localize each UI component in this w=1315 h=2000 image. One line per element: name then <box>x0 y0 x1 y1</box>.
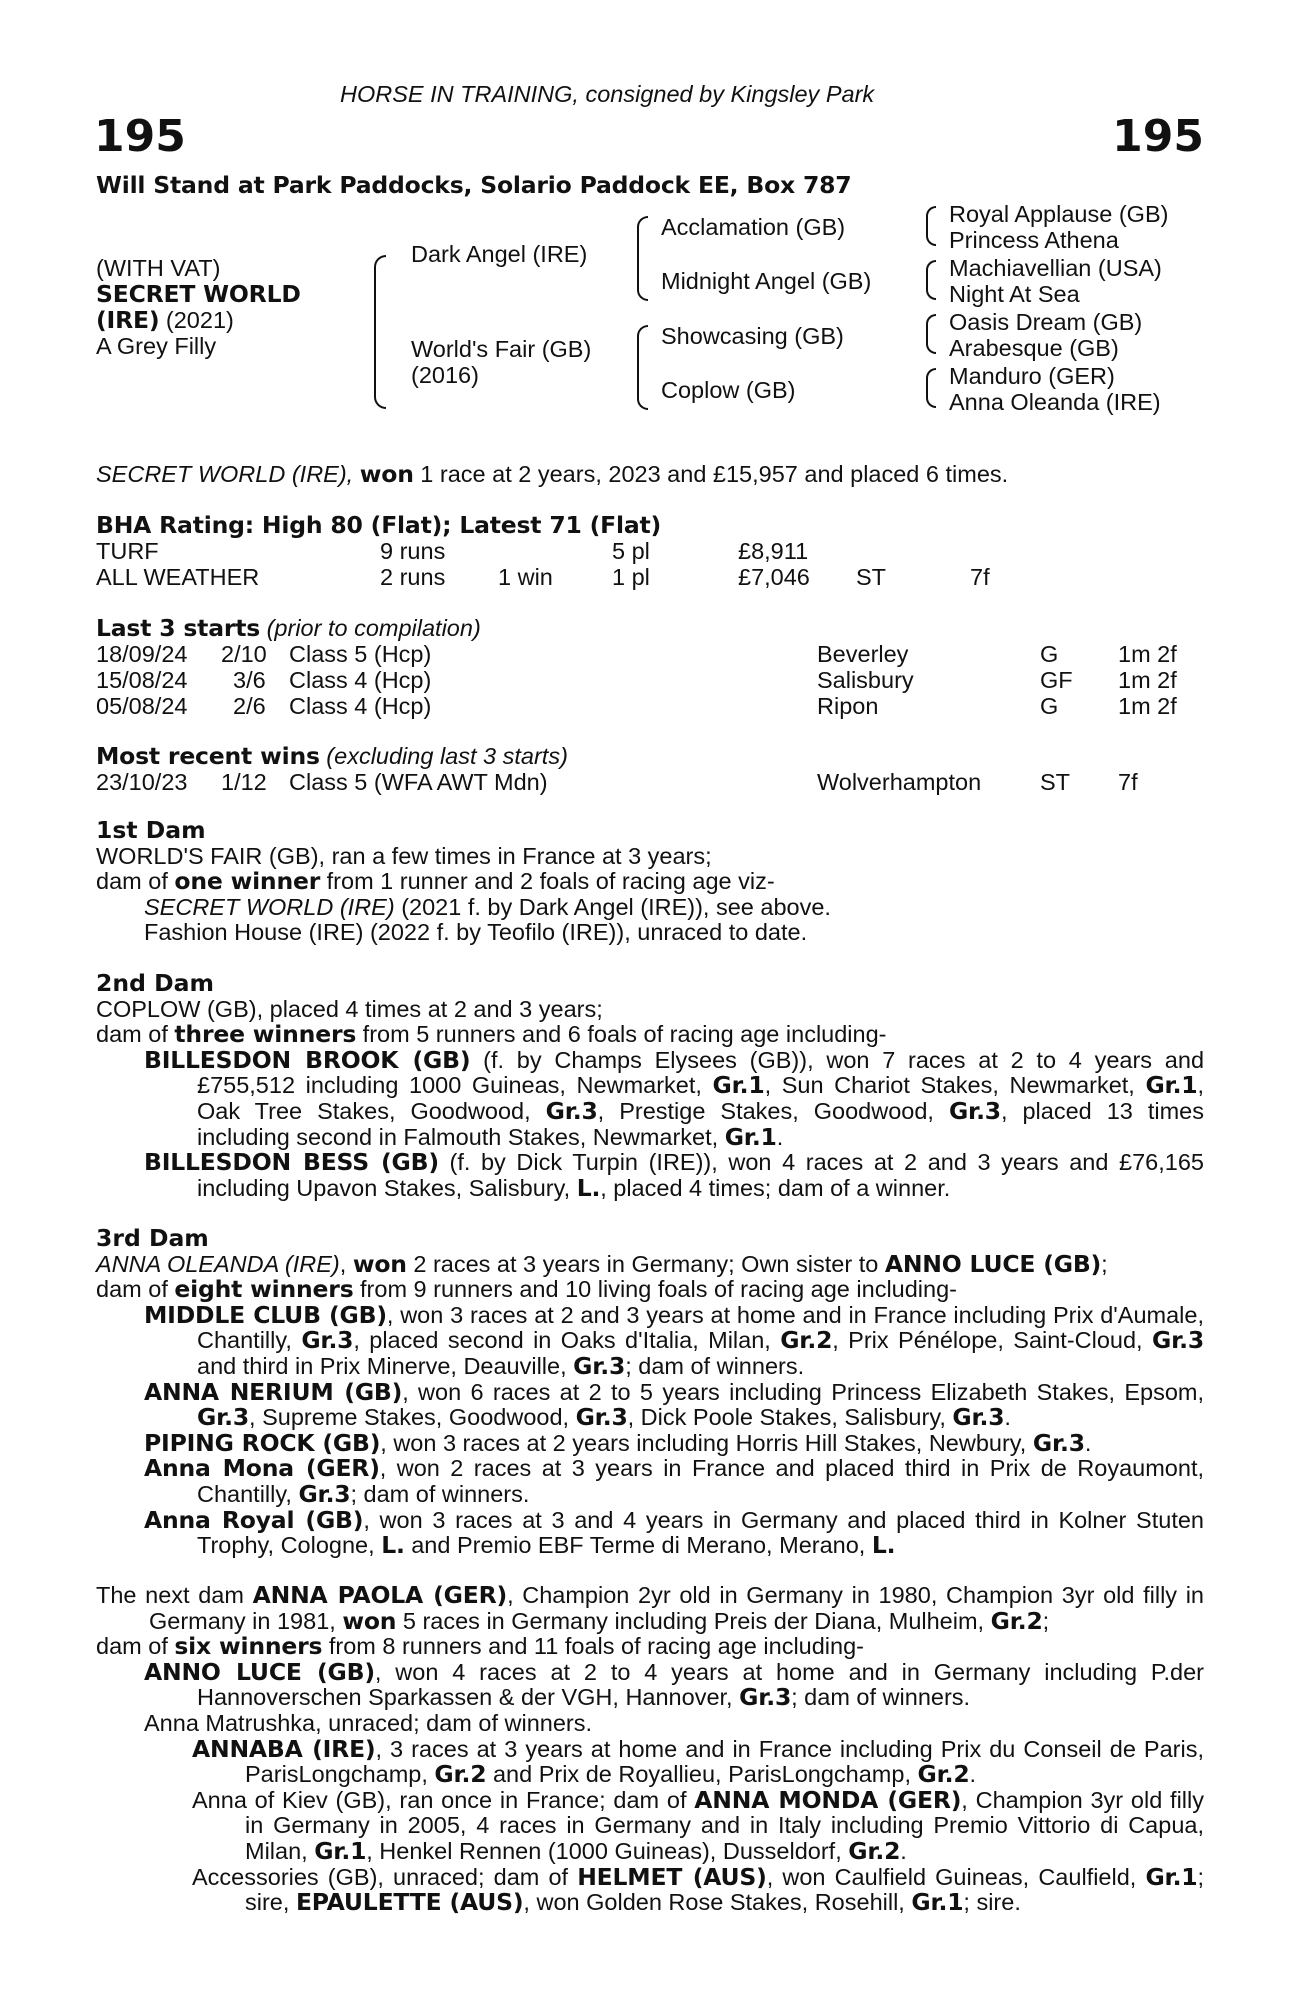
won-label: won <box>342 1606 397 1635</box>
text: , won Caulfield Guineas, Caulfield, <box>766 1863 1146 1890</box>
grade: Gr.3 <box>952 1403 1005 1432</box>
grade: Gr.2 <box>917 1760 970 1789</box>
text: from 5 runners and 6 foals of racing age including- <box>356 1021 887 1048</box>
win-position: 1/12 <box>221 769 267 795</box>
text: . <box>900 1837 907 1864</box>
grade: Gr.2 <box>780 1326 833 1355</box>
summary-horse-name: SECRET WORLD (IRE), <box>96 461 354 487</box>
winner-count: six winners <box>174 1632 323 1661</box>
text: ; dam of winners. <box>625 1352 805 1379</box>
sister-name: ANNO LUCE (GB) <box>884 1249 1102 1278</box>
produce-entry: Anna Matrushka, unraced; dam of winners. <box>144 1709 593 1736</box>
produce-entry <box>96 1505 1204 1560</box>
text: ; dam of winners. <box>791 1684 971 1711</box>
start-date: 05/08/24 <box>96 693 188 719</box>
text: from 8 runners and 11 foals of racing age including- <box>322 1633 864 1660</box>
second-dam-produce-line <box>96 1022 1204 1048</box>
grade: Gr.3 <box>545 1096 598 1125</box>
pedigree-dsd: Arabesque (GB) <box>949 335 1119 361</box>
start-course: Ripon <box>817 693 879 719</box>
text: ; <box>1101 1250 1108 1277</box>
horse-year: (2021) <box>159 307 234 333</box>
text: , Henkel Rennen (1000 Guineas), Dusseldorf, <box>366 1837 849 1864</box>
horse-description: A Grey Filly <box>96 333 217 359</box>
text: , won 4 races at 2 to 4 years at home and in Germany including P.der Hannoverschen Sparkassen & der VGH, Hannover, <box>197 1658 1204 1711</box>
race-summary <box>96 462 1008 488</box>
produce-name: Anna Mona (GER) <box>144 1454 380 1483</box>
next-dam-produce-line <box>96 1634 1204 1660</box>
text: , won 2 races at 3 years in France and placed third in Prix de Royaumont, Chantilly, <box>197 1455 1204 1507</box>
summary-text: 1 race at 2 years, 2023 and £15,957 and placed 6 times. <box>413 461 1009 487</box>
start-distance: 1m 2f <box>1118 667 1177 693</box>
bha-distance: 7f <box>970 564 990 590</box>
grade: Gr.2 <box>434 1760 487 1789</box>
produce-name: ANNA NERIUM (GB) <box>144 1377 403 1406</box>
third-dam-section <box>96 1226 1204 1559</box>
text: (2021 f. by Dark Angel (IRE)), see above. <box>394 893 831 920</box>
text: , placed 4 times; dam of a winner. <box>600 1174 951 1201</box>
grade: Gr.1 <box>724 1122 777 1151</box>
produce-name: MIDDLE CLUB (GB) <box>144 1300 387 1329</box>
text: , <box>339 1250 353 1277</box>
text: from 1 runner and 2 foals of racing age viz- <box>320 868 775 895</box>
text: . <box>1004 1404 1011 1431</box>
produce-name: ANNA MONDA (GER) <box>694 1785 962 1814</box>
pedigree-ssd: Princess Athena <box>949 227 1119 253</box>
text: . <box>1084 1429 1092 1456</box>
first-dam-section <box>96 818 1204 946</box>
text: , Prix Pénélope, Saint-Cloud, <box>832 1327 1152 1354</box>
grade: Gr.3 <box>1032 1428 1085 1457</box>
start-distance: 1m 2f <box>1118 693 1177 719</box>
text: , won 3 races at 3 and 4 years in Germany and placed third in Kolner Stuten Trophy, Cologne, <box>197 1506 1204 1559</box>
stabling-line: Will Stand at Park Paddocks, Solario Paddock EE, Box 787 <box>96 171 852 199</box>
first-dam-line: WORLD'S FAIR (GB), ran a few times in France at 3 years; <box>96 842 712 869</box>
start-date: 15/08/24 <box>96 667 188 693</box>
produce-entry <box>96 1428 1204 1457</box>
text: Anna of Kiev (GB), ran once in France; dam of <box>192 1786 695 1813</box>
start-going: G <box>1040 693 1059 719</box>
text: dam of <box>96 1021 175 1048</box>
start-course: Beverley <box>817 641 909 667</box>
start-distance: 1m 2f <box>1118 641 1177 667</box>
produce-name: ANNO LUCE (GB) <box>144 1657 375 1686</box>
start-class: Class 5 (Hcp) <box>289 641 432 667</box>
win-course: Wolverhampton <box>817 769 982 795</box>
text: ; sire, <box>245 1863 1204 1916</box>
second-dam-line: COPLOW (GB), placed 4 times at 2 and 3 years; <box>96 995 603 1022</box>
bha-rating-title: BHA Rating: High 80 (Flat); Latest 71 (Flat) <box>96 511 662 539</box>
produce-name: ANNABA (IRE) <box>192 1734 376 1763</box>
grade: Gr.1 <box>1145 1071 1198 1100</box>
grade: Gr.2 <box>990 1606 1043 1635</box>
recent-wins-title <box>96 744 568 770</box>
produce-entry: Fashion House (IRE) (2022 f. by Teofilo (IRE)), unraced to date. <box>144 919 808 946</box>
bha-surface: ALL WEATHER <box>96 564 260 590</box>
bha-placed: 5 pl <box>612 538 650 564</box>
start-class: Class 4 (Hcp) <box>289 693 432 719</box>
text: dam of <box>96 1276 175 1303</box>
grade: Gr.1 <box>314 1836 367 1865</box>
text: , Oak Tree Stakes, Goodwood, <box>197 1072 1204 1124</box>
consignment-line: HORSE IN TRAINING, consigned by Kingsley Park <box>340 81 875 107</box>
grade: Gr.1 <box>712 1071 765 1100</box>
text: (f. by Dick Turpin (IRE)), won 4 races at 2 and 3 years and £76,165 including Upavon Stakes, Salisbury, <box>197 1149 1204 1201</box>
produce-name: BILLESDON BESS (GB) <box>144 1148 439 1177</box>
bha-wins: 1 win <box>498 564 553 590</box>
win-class: Class 5 (WFA AWT Mdn) <box>289 769 548 795</box>
text: and Premio EBF Terme di Merano, Merano, <box>404 1532 872 1559</box>
grade: Gr.1 <box>1145 1862 1198 1891</box>
start-class: Class 4 (Hcp) <box>289 667 432 693</box>
first-dam-produce-line <box>96 869 1204 895</box>
pedigree-ddd: Anna Oleanda (IRE) <box>949 389 1161 415</box>
text: Accessories (GB), unraced; dam of <box>192 1863 578 1890</box>
pedigree-sd: Midnight Angel (GB) <box>661 268 872 294</box>
bha-runs: 9 runs <box>380 538 446 564</box>
pedigree-sss: Royal Applause (GB) <box>949 201 1169 227</box>
text: , placed 13 times including second in Falmouth Stakes, Newmarket, <box>197 1097 1204 1150</box>
start-going: G <box>1040 641 1059 667</box>
grade: Gr.1 <box>911 1888 964 1917</box>
last-starts-title <box>96 616 481 642</box>
produce-name: HELMET (AUS) <box>577 1862 767 1891</box>
produce-entry <box>96 1785 1204 1865</box>
horse-name: SECRET WORLD <box>96 280 301 308</box>
pedigree-dds: Manduro (GER) <box>949 363 1115 389</box>
grade: Gr.3 <box>948 1096 1001 1125</box>
produce-entry <box>96 1657 1204 1712</box>
pedigree-sds: Machiavellian (USA) <box>949 255 1162 281</box>
text: , Dick Poole Stakes, Salisbury, <box>627 1404 953 1431</box>
start-position: 3/6 <box>233 667 266 693</box>
produce-name: EPAULETTE (AUS) <box>295 1888 524 1917</box>
pedigree-ss: Acclamation (GB) <box>661 214 846 240</box>
text: , won 3 races at 2 years including Horris Hill Stakes, Newbury, <box>380 1429 1033 1456</box>
grade: L. <box>871 1531 896 1560</box>
winner-count: eight winners <box>174 1275 354 1304</box>
text: 2 races at 3 years in Germany; Own sister to <box>406 1250 885 1277</box>
recent-wins-note: (excluding last 3 starts) <box>319 743 568 769</box>
grade: Gr.3 <box>197 1403 250 1432</box>
second-dam-title: 2nd Dam <box>96 969 214 997</box>
grade: L. <box>576 1173 601 1202</box>
lot-number-right: 195 <box>1112 111 1204 162</box>
bracket-sire <box>637 216 648 301</box>
start-course: Salisbury <box>817 667 914 693</box>
produce-entry <box>96 1734 1204 1789</box>
next-dam-section <box>96 1583 1204 1916</box>
pedigree-dss: Oasis Dream (GB) <box>949 309 1143 335</box>
produce-name: Anna Royal (GB) <box>144 1505 364 1534</box>
text: ; dam of winners. <box>350 1480 530 1507</box>
produce-entry <box>96 1045 1205 1151</box>
last-starts-label: Last 3 starts <box>96 614 261 642</box>
produce-entry <box>96 1300 1205 1380</box>
text: , Champion 3yr old filly in Germany in 2005, 4 races in Germany and in Italy including Premio Vittorio di Capua, Milan, <box>245 1786 1204 1864</box>
bracket-dd <box>926 368 936 408</box>
last-starts-note: (prior to compilation) <box>260 615 481 641</box>
text: and Prix de Royallieu, ParisLongchamp, <box>486 1761 918 1788</box>
grade: Gr.3 <box>575 1403 628 1432</box>
grade: L. <box>381 1531 405 1560</box>
winner-count: three winners <box>174 1020 357 1049</box>
grade: Gr.3 <box>1152 1326 1205 1355</box>
text: , won 6 races at 2 to 5 years including Princess Elizabeth Stakes, Epsom, <box>402 1378 1204 1405</box>
text: , Sun Chariot Stakes, Newmarket, <box>764 1072 1146 1099</box>
pedigree-dd: Coplow (GB) <box>661 377 796 403</box>
next-dam-line <box>96 1583 1204 1634</box>
win-going: ST <box>1040 769 1071 795</box>
text: and third in Prix Minerve, Deauville, <box>197 1352 574 1379</box>
produce-entry <box>96 1456 1204 1507</box>
dam-name: ANNA OLEANDA (IRE) <box>96 1250 340 1277</box>
text: dam of <box>96 1633 175 1660</box>
text: . <box>969 1761 977 1788</box>
second-dam-section <box>96 971 1204 1201</box>
text: , Prestige Stakes, Goodwood, <box>597 1097 949 1124</box>
third-dam-produce-line <box>96 1277 1204 1303</box>
text: . <box>776 1123 784 1150</box>
vat-note: (WITH VAT) <box>96 255 221 281</box>
produce-entry <box>96 895 1204 921</box>
bracket-sd <box>926 260 936 300</box>
grade: Gr.3 <box>573 1351 626 1380</box>
start-going: GF <box>1040 667 1073 693</box>
text: , Champion 2yr old in Germany in 1980, Champion 3yr old filly in Germany in 1981, <box>149 1582 1204 1634</box>
produce-name: SECRET WORLD (IRE) <box>144 893 395 920</box>
bha-surface: TURF <box>96 538 159 564</box>
bracket-dam <box>637 325 648 410</box>
produce-entry <box>96 1150 1204 1201</box>
win-distance: 7f <box>1118 769 1138 795</box>
pedigree-ds: Showcasing (GB) <box>661 323 844 349</box>
bracket-horse <box>374 255 386 409</box>
summary-won: won <box>359 460 414 488</box>
text: , 3 races at 3 years at home and in France including Prix du Conseil de Paris, ParisLongchamp, <box>245 1735 1204 1788</box>
recent-wins-label: Most recent wins <box>96 742 320 770</box>
text: dam of <box>96 868 175 895</box>
win-date: 23/10/23 <box>96 769 188 795</box>
bha-prize: £8,911 <box>738 538 809 564</box>
bha-prize: £7,046 <box>738 564 810 590</box>
text: from 9 runners and 10 living foals of racing age including- <box>353 1276 957 1303</box>
first-dam-title: 1st Dam <box>96 816 206 844</box>
text: 5 races in Germany including Preis der Diana, Mulheim, <box>396 1607 991 1634</box>
pedigree-dam-year: (2016) <box>411 362 479 388</box>
produce-name: BILLESDON BROOK (GB) <box>144 1045 471 1074</box>
dam-name: ANNA PAOLA (GER) <box>252 1581 508 1609</box>
start-position: 2/6 <box>233 693 266 719</box>
horse-country: (IRE) <box>96 306 160 334</box>
bracket-ss <box>926 206 936 246</box>
lot-number-left: 195 <box>94 111 186 162</box>
pedigree-dam: World's Fair (GB) <box>411 336 592 362</box>
grade: Gr.3 <box>739 1683 792 1712</box>
text: , Supreme Stakes, Goodwood, <box>249 1404 576 1431</box>
winner-count: one winner <box>174 867 321 896</box>
won-label: won <box>352 1249 407 1278</box>
text: ; <box>1042 1607 1050 1634</box>
text: , placed second in Oaks d'Italia, Milan, <box>353 1327 781 1354</box>
grade: Gr.3 <box>298 1479 351 1508</box>
start-date: 18/09/24 <box>96 641 188 667</box>
bha-placed: 1 pl <box>612 564 650 590</box>
start-position: 2/10 <box>221 641 267 667</box>
text: , won 3 races at 2 and 3 years at home and in France including Prix d'Aumale, Chantilly, <box>197 1301 1204 1354</box>
bha-runs: 2 runs <box>380 564 446 590</box>
text: (f. by Champs Elysees (GB)), won 7 races at 2 to 4 years and £755,512 including 1000 Guineas, Newmarket, <box>197 1046 1205 1099</box>
bha-going: ST <box>856 564 887 590</box>
third-dam-line <box>96 1249 1204 1278</box>
bracket-ds <box>926 314 936 354</box>
pedigree-sdd: Night At Sea <box>949 281 1080 307</box>
horse-country-year <box>96 308 234 334</box>
text: , won Golden Rose Stakes, Rosehill, <box>523 1889 912 1916</box>
pedigree-sire: Dark Angel (IRE) <box>411 241 588 267</box>
produce-name: PIPING ROCK (GB) <box>144 1428 381 1457</box>
grade: Gr.2 <box>848 1836 901 1865</box>
produce-entry <box>96 1862 1204 1917</box>
text: The next dam <box>96 1582 253 1608</box>
produce-entry <box>96 1377 1204 1432</box>
grade: Gr.3 <box>301 1326 354 1355</box>
third-dam-title: 3rd Dam <box>96 1224 209 1252</box>
text: ; sire. <box>963 1889 1021 1916</box>
